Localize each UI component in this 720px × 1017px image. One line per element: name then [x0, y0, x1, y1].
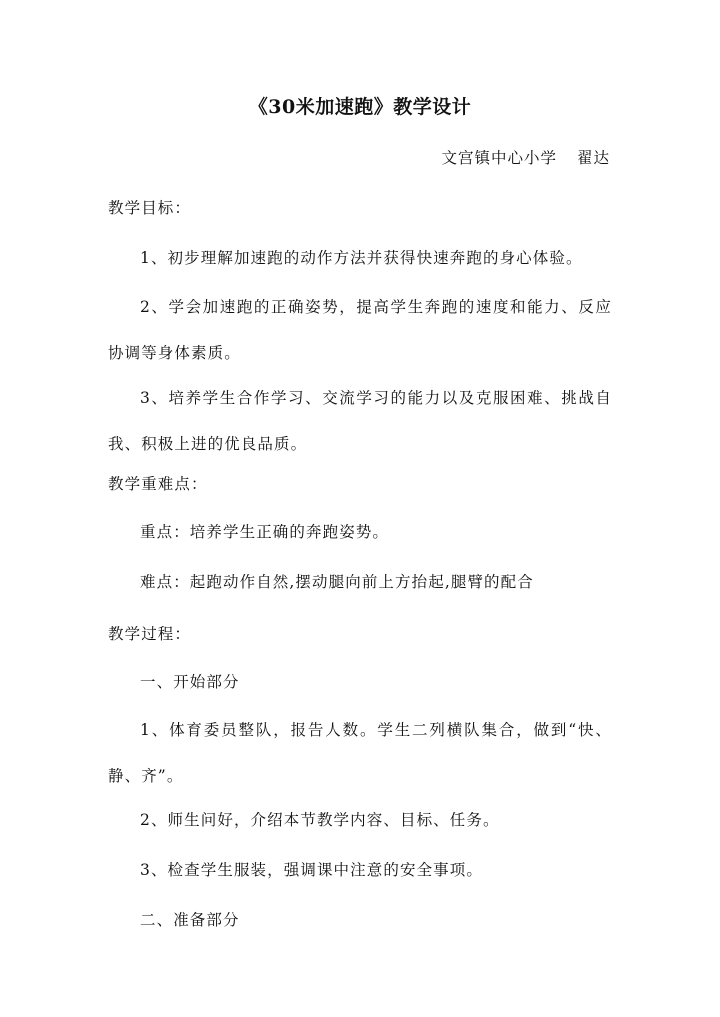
- key-point: 重点：培养学生正确的奔跑姿势。: [140, 523, 390, 541]
- difficulty-point: 难点：起跑动作自然,摆动腿向前上方抬起,腿臂的配合: [140, 573, 534, 591]
- start-item-3: 3、检查学生服装，强调课中注意的安全事项。: [140, 861, 483, 879]
- start-item-2: 2、师生问好，介绍本节教学内容、目标、任务。: [140, 811, 500, 829]
- objective-item-1: 1、初步理解加速跑的动作方法并获得快速奔跑的身心体验。: [140, 249, 583, 267]
- section-prep-title: 二、准备部分: [140, 911, 240, 929]
- section-start-title: 一、开始部分: [140, 673, 240, 691]
- objective-item-3: 3、培养学生合作学习、交流学习的能力以及克服困难、挑战自我、积极上进的优良品质。: [108, 389, 612, 453]
- author-line: [441, 146, 610, 168]
- author-school: 文宫镇中心小学: [441, 149, 557, 167]
- key-points-heading: 教学重难点：: [108, 475, 208, 493]
- process-heading: 教学过程：: [108, 625, 192, 643]
- objectives-heading: 教学目标：: [108, 199, 192, 217]
- author-name: 翟达: [576, 149, 610, 167]
- document-title: 《30米加速跑》教学设计: [248, 96, 472, 118]
- start-item-1: 1、体育委员整队，报告人数。学生二列横队集合，做到“快、静、齐”。: [108, 721, 612, 785]
- objective-item-2: 2、学会加速跑的正确姿势，提高学生奔跑的速度和能力、反应协调等身体素质。: [108, 298, 612, 362]
